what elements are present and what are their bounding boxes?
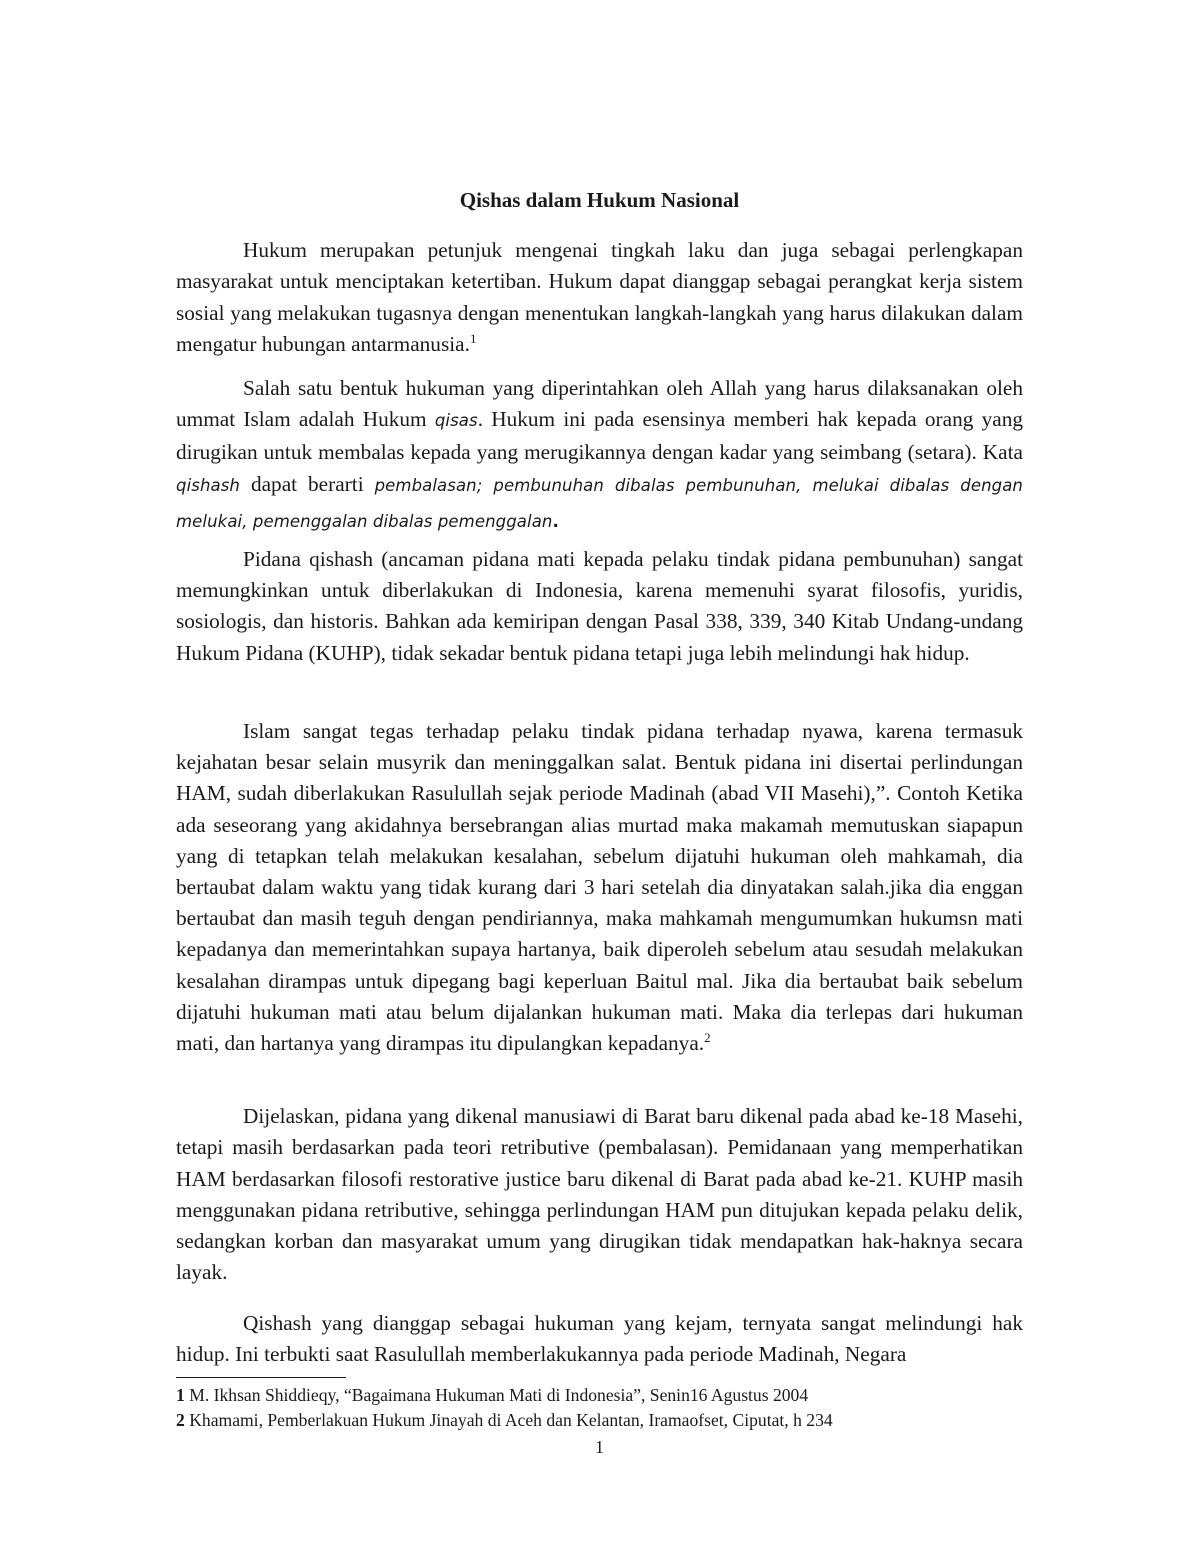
- paragraph-4: [176, 716, 1023, 1059]
- paragraph-4-text: Islam sangat tegas terhadap pelaku tindak pidana terhadap nyawa, karena termasuk kejahatan besar selain musyrik dan meninggalkan salat. Bentuk pidana ini disertai perlindungan HAM, sudah diberlakukan Rasulullah sejak periode Madinah (abad VII Masehi),”. Contoh Ketika ada seseorang yang akidahnya bersebrangan alias murtad maka makamah memutuskan siapapun yang di tetapkan telah melakukan kesalahan, sebelum dijatuhi hukuman oleh mahkamah, dia bertaubat dalam waktu yang tidak kurang dari 3 hari setelah dia dinyatakan salah.jika dia enggan bertaubat dan masih teguh dengan pendiriannya, maka mahkamah mengumumkan hukumsn mati kepadanya dan memerintahkan supaya hartanya, baik diperoleh sebelum atau sesudah melakukan kesalahan dirampas untuk dipegang bagi keperluan Baitul mal. Jika dia bertaubat baik sebelum dijatuhi hukuman mati atau belum dijalankan hukuman mati. Maka dia terlepas dari hukuman mati, dan hartanya yang dirampas itu dipulangkan kepadanya.: [176, 719, 1023, 1056]
- paragraph-1-text: Hukum merupakan petunjuk mengenai tingkah laku dan juga sebagai perlengkapan masyarakat untuk menciptakan ketertiban. Hukum dapat dianggap sebagai perangkat kerja sistem sosial yang melakukan tugasnya dengan menentukan langkah-langkah yang harus dilakukan dalam mengatur hubungan antarmanusia.: [176, 238, 1023, 356]
- page-title: Qishas dalam Hukum Nasional: [459, 188, 740, 212]
- paragraph-1: [176, 235, 1023, 360]
- paragraph-2: [176, 373, 1023, 540]
- paragraph-3: Pidana qishash (ancaman pidana mati kepada pelaku tindak pidana pembunuhan) sangat memungkinkan untuk diberlakukan di Indonesia, karena memenuhi syarat filosofis, yuridis, sosiologis, dan historis. Bahkan ada kemiripan dengan Pasal 338, 339, 340 Kitab Undang-undang Hukum Pidana (KUHP), tidak sekadar bentuk pidana tetapi juga lebih melindungi hak hidup.: [176, 547, 1023, 665]
- paragraph-2-text-c: dapat berarti: [239, 471, 375, 496]
- term-qishash: qishash: [176, 475, 240, 495]
- footnote-1: [176, 1384, 1023, 1406]
- footnote-2-text: Khamami, Pemberlakuan Hukum Jinayah di Aceh dan Kelantan, Iramaofset, Ciputat, h 234: [184, 1410, 833, 1430]
- paragraph-2-text-a: Salah satu bentuk hukuman yang diperintahkan oleh Allah yang harus dilaksanakan oleh ummat Islam adalah Hukum: [176, 376, 1023, 432]
- footnote-ref-1[interactable]: 1: [469, 330, 477, 346]
- term-qisas: qisas: [434, 411, 478, 431]
- footnote-2: [176, 1409, 1023, 1431]
- footnote-separator: [176, 1377, 346, 1378]
- footnote-2-number: 2: [176, 1410, 185, 1430]
- footnote-1-number: 1: [176, 1385, 185, 1405]
- paragraph-2-text-b: . Hukum ini pada esensinya memberi hak kepada orang yang dirugikan untuk membalas kepada yang merugikannya dengan kadar yang seimbang (setara). Kata: [176, 407, 1023, 464]
- paragraph-5: Dijelaskan, pidana yang dikenal manusiawi di Barat baru dikenal pada abad ke-18 Masehi, tetapi masih berdasarkan pada teori retributive (pembalasan). Pemidanaan yang memperhatikan HAM berdasarkan filosofi restorative justice baru dikenal di Barat pada abad ke-21. KUHP masih menggunakan pidana retributive, sehingga perlindungan HAM pun ditujukan kepada pelaku delik, sedangkan korban dan masyarakat umum yang dirugikan tidak mendapatkan hak-haknya secara layak.: [176, 1104, 1023, 1285]
- qishash-meaning: pembalasan; pembunuhan dibalas pembunuhan, melukai dibalas dengan melukai, pemenggalan dibalas pemenggalan: [176, 475, 1023, 531]
- page-number: 1: [595, 1437, 604, 1457]
- footnote-ref-2[interactable]: 2: [704, 1029, 711, 1045]
- paragraph-2-end: .: [552, 511, 559, 531]
- paragraph-6: Qishash yang dianggap sebagai hukuman yang kejam, ternyata sangat melindungi hak hidup. Ini terbukti saat Rasulullah memberlakukannya pada periode Madinah, Negara: [176, 1311, 1023, 1367]
- footnote-1-text: M. Ikhsan Shiddieqy, “Bagaimana Hukuman Mati di Indonesia”, Senin16 Agustus 2004: [184, 1385, 809, 1405]
